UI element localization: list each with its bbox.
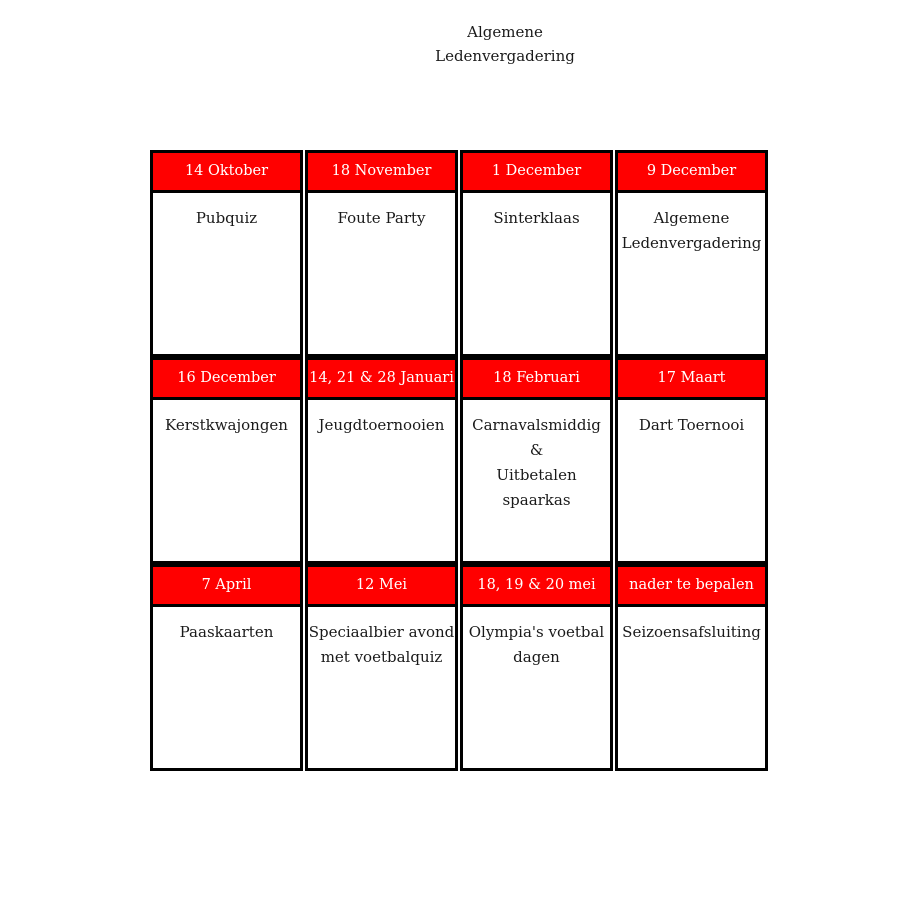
event-name-line: Jeugdtoernooien (318, 416, 445, 434)
event-name (618, 607, 765, 645)
event-card (305, 150, 458, 357)
page-title-line-2: Ledenvergadering (435, 47, 575, 65)
event-name-line: Paaskaarten (179, 623, 274, 641)
event-card (460, 150, 613, 357)
event-card (305, 357, 458, 564)
event-card (150, 357, 303, 564)
event-card (305, 564, 458, 771)
event-date: 18, 19 & 20 mei (463, 567, 610, 607)
page-title-line-1: Algemene (467, 23, 543, 41)
event-card (460, 564, 613, 771)
event-name (463, 400, 610, 513)
event-card (615, 150, 768, 357)
event-name-line: Seizoensafsluiting (622, 623, 761, 641)
event-card (615, 564, 768, 771)
event-name-line: Sinterklaas (493, 209, 580, 227)
event-date: 7 April (153, 567, 300, 607)
event-date: nader te bepalen (618, 567, 765, 607)
event-name-line: Foute Party (337, 209, 426, 227)
event-name-line: Olympia's voetbal (468, 623, 605, 641)
event-name-line: Algemene (653, 209, 730, 227)
event-name (153, 193, 300, 231)
event-name-line: Dart Toernooi (638, 416, 745, 434)
event-date: 14 Oktober (153, 153, 300, 193)
event-name-line: dagen (513, 648, 560, 666)
event-date: 17 Maart (618, 360, 765, 400)
event-name (153, 400, 300, 438)
event-name (153, 607, 300, 645)
event-name-line: spaarkas (502, 491, 571, 509)
event-card (460, 357, 613, 564)
event-name (308, 400, 455, 438)
event-name-line: Pubquiz (195, 209, 258, 227)
event-name (308, 193, 455, 231)
event-date: 9 December (618, 153, 765, 193)
event-name-line: met voetbalquiz (320, 648, 443, 666)
event-card (150, 564, 303, 771)
event-name-line: Speciaalbier avond (308, 623, 455, 641)
event-name-line: Carnavalsmiddig (472, 416, 601, 434)
event-card (615, 357, 768, 564)
event-name (308, 607, 455, 670)
event-name (463, 193, 610, 231)
event-date: 18 November (308, 153, 455, 193)
event-name (463, 607, 610, 670)
event-date: 12 Mei (308, 567, 455, 607)
event-name (618, 400, 765, 438)
event-name-line: Uitbetalen (496, 466, 577, 484)
event-name (618, 193, 765, 256)
event-date: 18 Februari (463, 360, 610, 400)
event-date: 16 December (153, 360, 300, 400)
event-date: 14, 21 & 28 Januari (308, 360, 455, 400)
event-date: 1 December (463, 153, 610, 193)
event-name-line: & (529, 441, 544, 459)
event-name-line: Kerstkwajongen (165, 416, 288, 434)
event-name-line: Ledenvergadering (621, 234, 762, 252)
event-card (150, 150, 303, 357)
